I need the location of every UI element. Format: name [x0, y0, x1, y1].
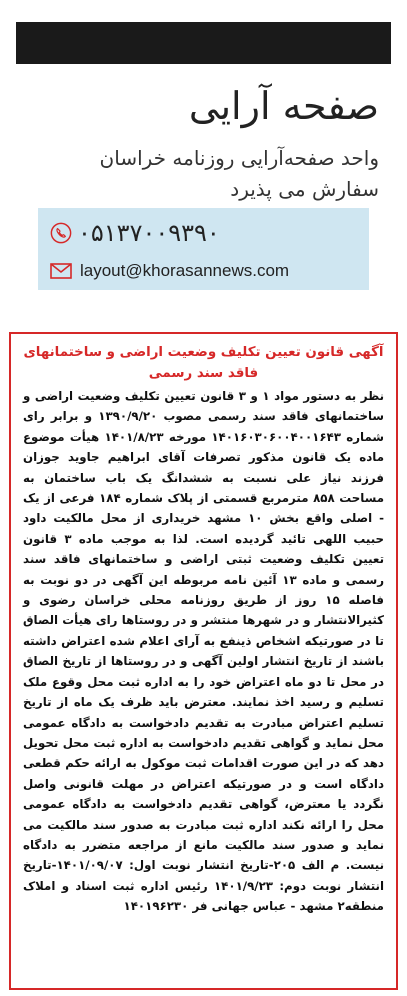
email-address: layout@khorasannews.com: [80, 261, 290, 280]
legal-notice: [9, 332, 398, 990]
notice-title: آگهی قانون تعیین تکلیف وضعیت اراضی و ساختمانهای فاقد سند رسمی: [23, 345, 384, 381]
phone-row: [50, 218, 220, 248]
mail-icon: [50, 262, 72, 280]
header-bar: [16, 22, 391, 64]
subtitle-line-2: سفارش می پذیرد: [230, 177, 379, 201]
subtitle-line-1: واحد صفحه‌آرایی روزنامه خراسان: [99, 146, 379, 170]
page-title: صفحه آرایی: [188, 84, 379, 128]
contact-box: [38, 208, 369, 290]
notice-body: نظر به دستور مواد ۱ و ۳ قانون تعیین تکلیف وضعیت اراضی و ساختمانهای فاقد سند رسمی مصوب ۱۳۹۰/۹/۲۰ و برابر رای شماره ۱۴۰۱۶۰۳۰۶۰۰۴۰۰۱۶۴۳ مورخه ۱۴۰۱/۸/۲۳ هیأت موضوع ماده یک قانون مذکور تصرفات آقای ابراهیم جاوید جوزان فرزند نیاز علی نسبت به ششدانگ یک باب ساختمان به مساحت ۸۵۸ مترمربع قسمتی از پلاک شماره ۱۸۴ فرعی از یک - اصلی واقع بخش ۱۰ مشهد خریداری از محل مالکیت داود حبیب اللهی تائید گردیده است. لذا به موجب ماده ۳ قانون تعیین تکلیف وضعیت ثبتی اراضی و ساختمانهای فاقد سند رسمی و ماده ۱۳ آئین نامه مربوطه این آگهی در دو نوبت به فاصله ۱۵ روز از طریق روزنامه محلی خراسان رضوی و کثیرالانتشار و در شهرها منتشر و در روستاها رای هیأت الصاق تا در صورتیکه اشخاص ذینفع به آرای اعلام شده اعتراض داشته باشند از تاریخ انتشار اولین آگهی و در روستاها از تاریخ الصاق در محل تا دو ماه اعتراض خود را به اداره ثبت محل وقوع ملک تسلیم و رسید اخذ نمایند. معترض باید ظرف یک ماه از تاریخ تسلیم اعتراض مبادرت به تقدیم دادخواست به دادگاه عمومی محل نماید و گواهی تقدیم دادخواست به اداره ثبت محل تحویل دهد که در این صورت اقدامات ثبت موکول به ارائه حکم قطعی دادگاه است و در صورتیکه اعتراض در مهلت قانونی واصل نگردد یا معترض، گواهی تقدیم دادخواست به دادگاه عمومی محل را ارائه نکند اداره ثبت مبادرت به صدور سند مالکیت می نماید و صدور سند مالکیت مانع از مراجعه متضرر به دادگاه نیست. م الف ۲۰۵-تاریخ انتشار نوبت اول: ۱۴۰۱/۰۹/۰۷-تاریخ انتشار نوبت دوم: ۱۴۰۱/۹/۲۳ رئیس اداره ثبت اسناد و املاک منطقه۲ مشهد - عباس جهانی فر ۱۴۰۱۹۶۲۳۰: [23, 389, 385, 914]
phone-number: ۰۵۱۳۷۰۰۹۳۹۰: [78, 219, 220, 247]
phone-icon: [50, 222, 72, 244]
email-row: [50, 258, 289, 284]
